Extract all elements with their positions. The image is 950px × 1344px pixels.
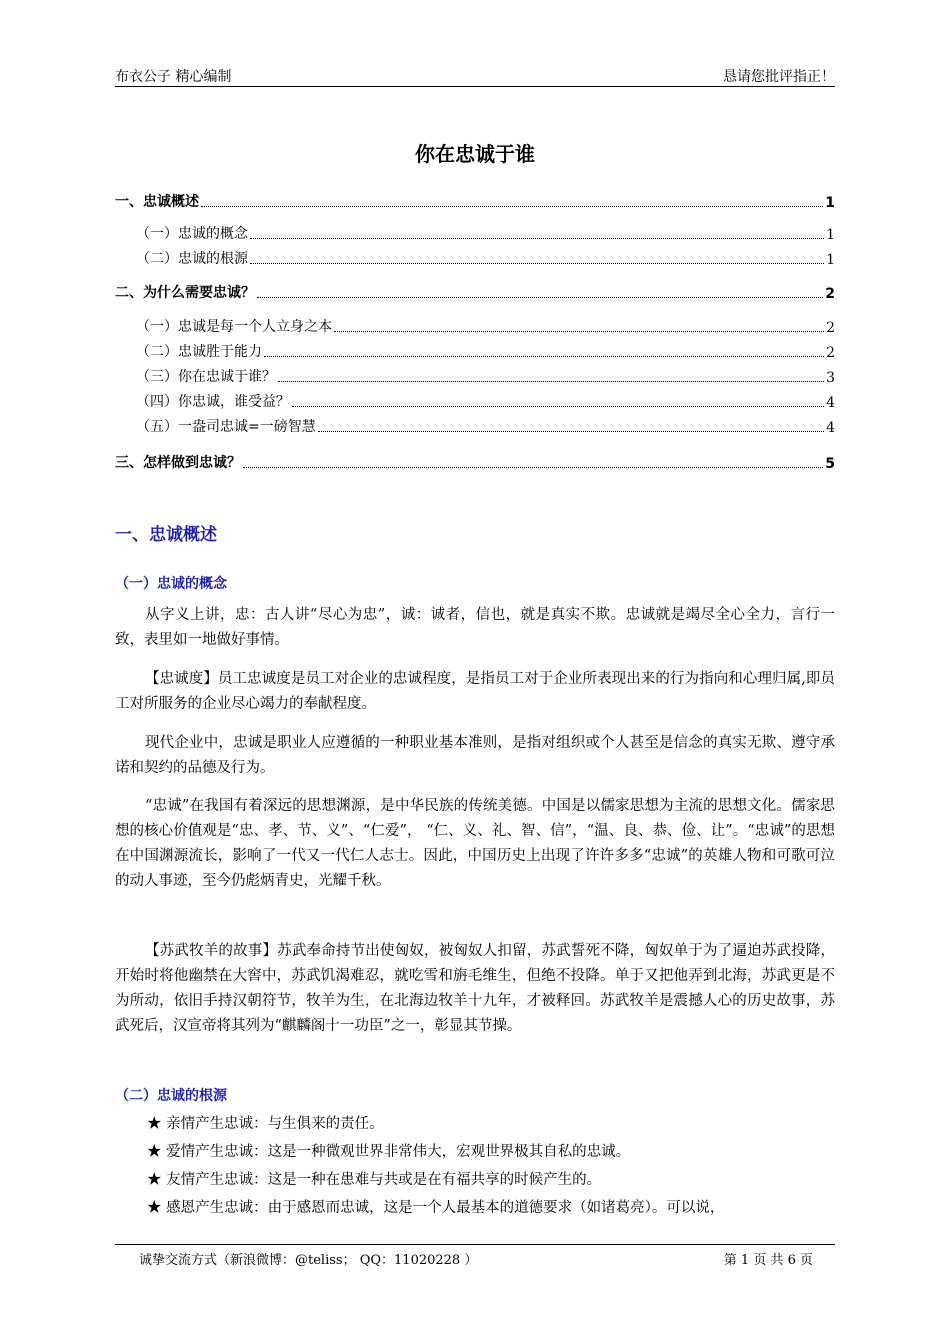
list-item: ★ 友情产生忠诚：这是一种在患难与共或是在有福共享的时候产生的。 — [147, 1172, 602, 1188]
page-footer — [115, 1244, 835, 1268]
toc-entry-2-4[interactable]: （四）你忠诚，谁受益？ 4 — [136, 394, 835, 411]
toc-entry-1[interactable]: 一、忠诚概述 1 — [115, 194, 835, 211]
subsection-heading-1-2: （二）忠诚的根源 — [115, 1088, 227, 1104]
paragraph-definition: 从字义上讲，忠：古人讲“尽心为忠”，诚：诚者，信也，就是真实不欺。忠诚就是竭尽全心全力，言行一致，表里如一地做好事情。 — [115, 607, 835, 648]
paragraph-loyalty-degree: 【忠诚度】员工忠诚度是员工对企业的忠诚程度，是指员工对于企业所表现出来的行为指向和心理归属,即员工对所服务的企业尽心竭力的奉献程度。 — [115, 671, 835, 712]
toc-entry-2-2[interactable]: （二）忠诚胜于能力 2 — [136, 344, 835, 361]
toc-entry-2-1[interactable]: （一）忠诚是每一个人立身之本 2 — [136, 319, 835, 336]
header-right-text: 恳请您批评指正！ — [723, 69, 835, 85]
toc-entry-3[interactable]: 三、怎样做到忠诚？ 5 — [115, 455, 835, 472]
footer-contact-text: 诚挚交流方式（新浪微博：@teliss； QQ：11020228 ） — [139, 1253, 478, 1268]
toc-entry-1-2[interactable]: （二）忠诚的根源 1 — [136, 251, 835, 268]
toc-entry-1-1[interactable]: （一）忠诚的概念 1 — [136, 226, 835, 243]
section-heading-1: 一、忠诚概述 — [115, 525, 217, 545]
toc-entry-2[interactable]: 二、为什么需要忠诚？ 2 — [115, 285, 835, 302]
table-of-contents — [115, 186, 835, 472]
paragraph-tradition: “忠诚”在我国有着深远的思想渊源，是中华民族的传统美德。中国是以儒家思想为主流的思想文化。儒家思想的核心价值观是“忠、孝、节、义”、“仁爱”， “仁、义、礼、智、信”，“温、良、恭、俭、让”。“忠诚”的思想在中国渊源流长，影响了一代又一代仁人志士。因此，中国历史上出现了许许多多“忠诚”的英雄人物和可歌可泣的动人事迹，至今仍彪炳青史，光耀千秋。 — [115, 798, 835, 889]
list-item: ★ 爱情产生忠诚：这是一种微观世界非常伟大，宏观世界极其自私的忠诚。 — [147, 1144, 631, 1160]
subsection-heading-1-1: （一）忠诚的概念 — [115, 576, 227, 592]
toc-entry-2-5[interactable]: （五）一盎司忠诚=一磅智慧 4 — [136, 419, 835, 436]
toc-entry-2-3[interactable]: （三）你在忠诚于谁？ 3 — [136, 369, 835, 386]
header-left-text: 布衣公子 精心编制 — [115, 69, 232, 85]
page-header — [115, 66, 835, 87]
paragraph-modern-enterprise: 现代企业中，忠诚是职业人应遵循的一种职业基本准则，是指对组织或个人甚至是信念的真实无欺、遵守承诺和契约的品德及行为。 — [115, 735, 835, 776]
footer-page-number: 第 1 页 共 6 页 — [723, 1253, 813, 1268]
list-item: ★ 感恩产生忠诚：由于感恩而忠诚，这是一个人最基本的道德要求（如诸葛亮）。可以说， — [147, 1200, 725, 1216]
paragraph-suwu-story: 【苏武牧羊的故事】苏武奉命持节出使匈奴，被匈奴人扣留，苏武誓死不降，匈奴单于为了逼迫苏武投降，开始时将他幽禁在大窖中，苏武饥渴难忍，就吃雪和旃毛维生，但绝不投降。单于又把他弄到北海，苏武更是不为所动，依旧手持汉朝符节，牧羊为生，在北海边牧羊十九年，才被释回。苏武牧羊是震撼人心的历史故事，苏武死后，汉宣帝将其列为“麒麟阁十一功臣”之一，彰显其节操。 — [115, 943, 835, 1034]
document-title: 你在忠诚于谁 — [415, 142, 535, 166]
list-item: ★ 亲情产生忠诚：与生俱来的责任。 — [147, 1116, 384, 1132]
